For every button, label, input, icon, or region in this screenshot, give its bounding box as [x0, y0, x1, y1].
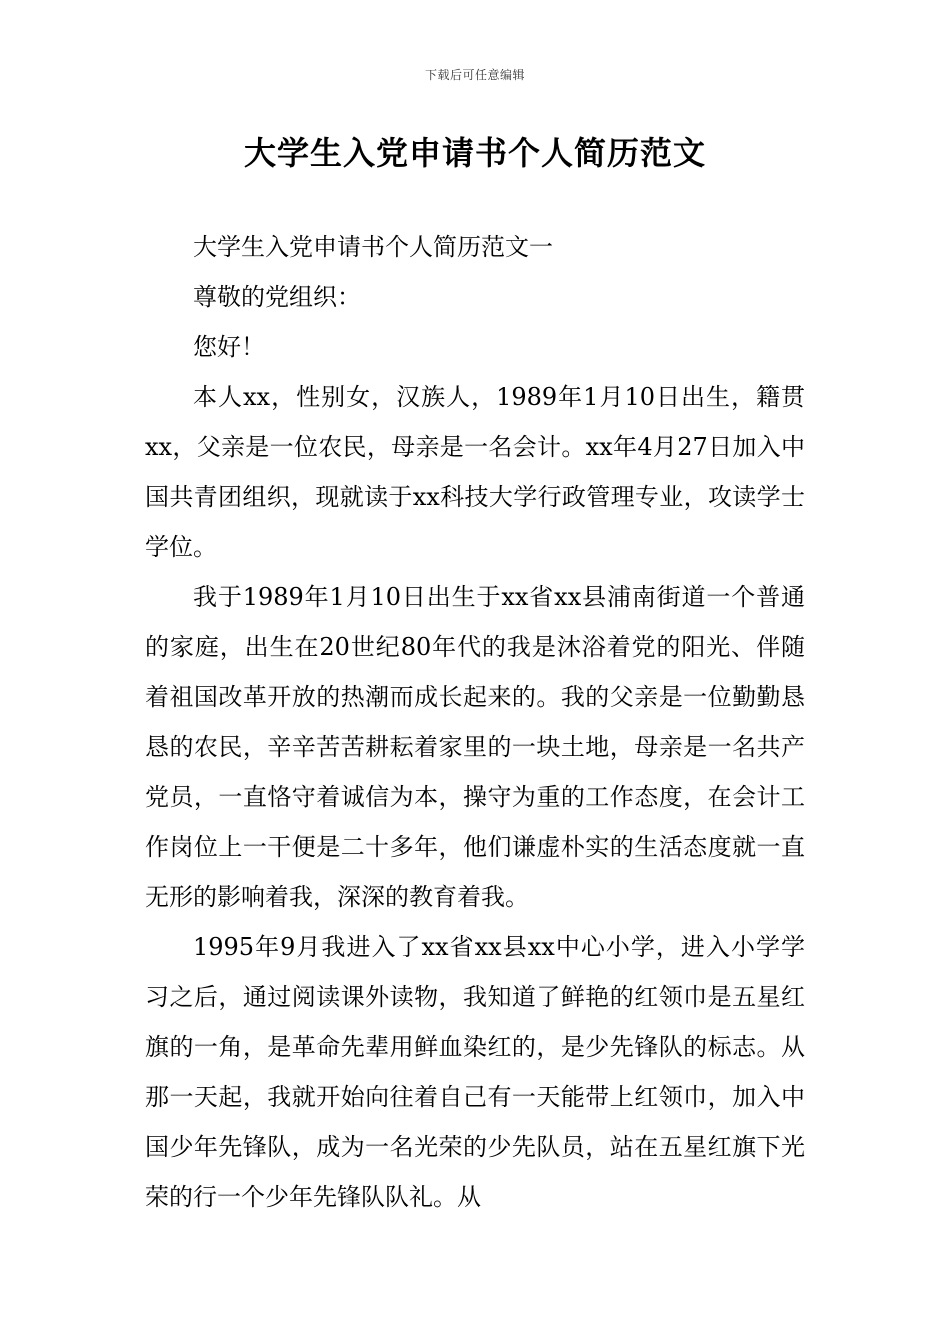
paragraph-salutation: 尊敬的党组织：: [193, 283, 361, 311]
paragraph-greeting: 您好！: [193, 333, 265, 361]
header-note: 下载后可任意编辑: [424, 68, 525, 82]
paragraph-subtitle: 大学生入党申请书个人简历范文一: [193, 233, 553, 261]
paragraph-school: 1995年9月我进入了xx省xx县xx中心小学，进入小学学习之后，通过阅读课外读物，我知道了鲜艳的红领巾是五星红旗的一角，是革命先辈用鲜血染红的，是少先锋队的标志。从那一天起，我就开始向往着自己有一天能带上红领巾，加入中国少年先锋队，成为一名光荣的少先队员，站在五星红旗下光荣的行一个少年先锋队队礼。从: [145, 933, 805, 1211]
paragraph-intro: 本人xx，性别女，汉族人，1989年1月10日出生，籍贯xx，父亲是一位农民，母亲是一名会计。xx年4月27日加入中国共青团组织，现就读于xx科技大学行政管理专业，攻读学士学位。: [145, 383, 805, 561]
document-body: [145, 222, 805, 1222]
document-title: 大学生入党申请书个人简历范文: [243, 134, 706, 172]
paragraph-family: 我于1989年1月10日出生于xx省xx县浦南街道一个普通的家庭，出生在20世纪80年代的我是沐浴着党的阳光、伴随着祖国改革开放的热潮而成长起来的。我的父亲是一位勤勤恳恳的农民，辛辛苦苦耕耘着家里的一块土地，母亲是一名共产党员，一直恪守着诚信为本，操守为重的工作态度，在会计工作岗位上一干便是二十多年，他们谦虚朴实的生活态度就一直无形的影响着我，深深的教育着我。: [145, 583, 805, 911]
